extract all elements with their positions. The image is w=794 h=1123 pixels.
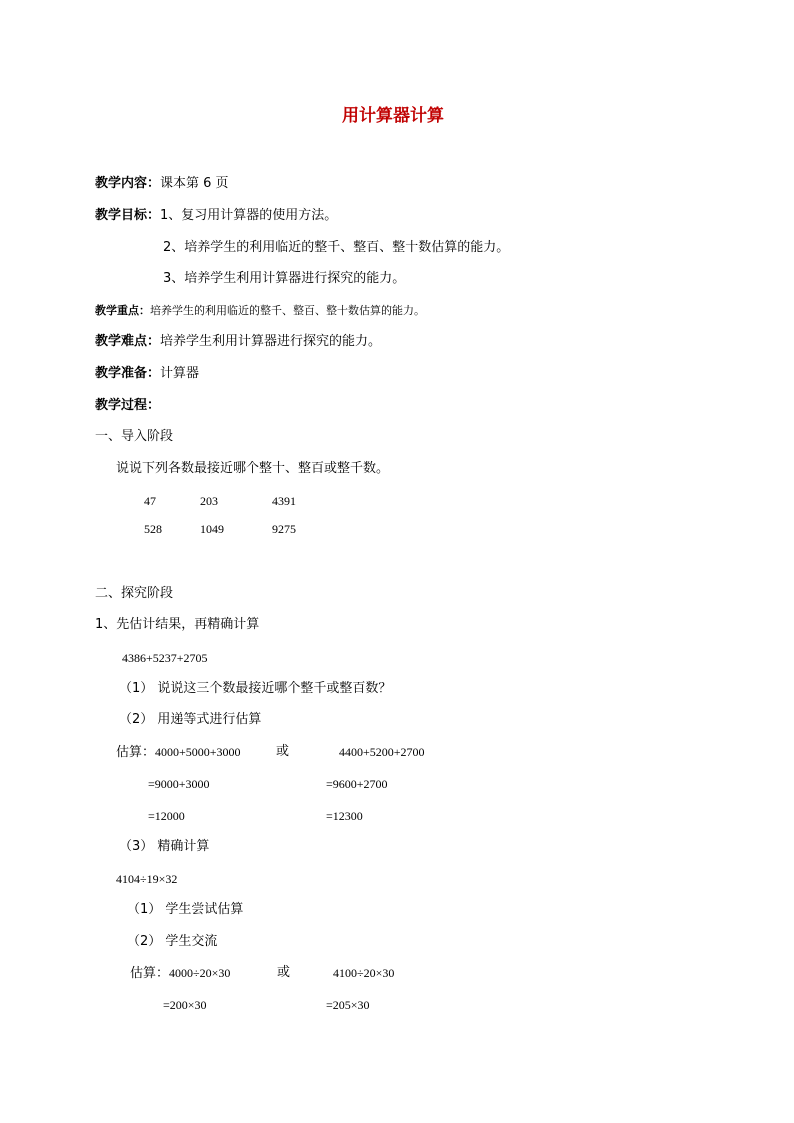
number-item: 4391 <box>272 494 296 508</box>
or-label: 或 <box>277 965 291 980</box>
preparation-label: 教学准备： <box>95 366 161 381</box>
item1-question-1: （1） 说说这三个数最接近哪个整千或整百数？ <box>119 681 392 696</box>
item1-expression: 4386+5237+2705 <box>122 651 208 665</box>
section1-prompt: 说说下列各数最接近哪个整十、整百或整千数。 <box>116 461 390 476</box>
page-title: 用计算器计算 <box>342 106 444 126</box>
estimate-label: 估算： <box>116 745 156 760</box>
item2-expression: 4104÷19×32 <box>116 872 178 886</box>
item1-heading: 1、先估计结果，再精确计算 <box>95 617 260 632</box>
estimate-b-step-2: =205×30 <box>326 998 370 1012</box>
estimate-a-step-2: =200×30 <box>163 998 207 1012</box>
estimate-a-step-2: =9000+3000 <box>148 777 210 791</box>
item1-question-3: （3） 精确计算 <box>119 839 210 854</box>
or-label: 或 <box>276 744 290 759</box>
number-item: 9275 <box>272 522 296 536</box>
key-point-line <box>95 303 425 319</box>
estimate-a-step-3: =12000 <box>148 809 185 823</box>
content-label: 教学内容： <box>95 176 161 191</box>
preparation-text: 计算器 <box>160 366 200 381</box>
item2-question-2: （2） 学生交流 <box>127 934 218 949</box>
goal-item-3: 3、培养学生利用计算器进行探究的能力。 <box>163 271 406 286</box>
section2-heading: 二、探究阶段 <box>95 586 174 601</box>
key-point-label: 教学重点： <box>95 304 150 317</box>
goals-label: 教学目标： <box>95 208 161 223</box>
goals-line <box>95 208 337 224</box>
content-line <box>95 176 229 192</box>
estimate-a-step-1: 4000÷20×30 <box>169 966 231 980</box>
goal-item-1: 1、复习用计算器的使用方法。 <box>160 208 338 223</box>
preparation-line <box>95 366 199 382</box>
item2-question-1: （1） 学生尝试估算 <box>127 902 244 917</box>
key-point-text: 培养学生的利用临近的整千、整百、整十数估算的能力。 <box>150 304 425 317</box>
difficulty-label: 教学难点： <box>95 334 161 349</box>
estimate-b-step-3: =12300 <box>326 809 363 823</box>
difficulty-text: 培养学生利用计算器进行探究的能力。 <box>160 334 382 349</box>
number-item: 1049 <box>200 522 224 536</box>
process-label: 教学过程： <box>95 398 161 413</box>
estimate-b-step-1: 4100÷20×30 <box>333 966 395 980</box>
number-item: 47 <box>144 494 156 508</box>
difficulty-line <box>95 334 381 350</box>
section1-heading: 一、导入阶段 <box>95 429 174 444</box>
item2-estimate-line <box>130 965 230 982</box>
estimate-label: 估算： <box>130 966 170 981</box>
estimate-a-step-1: 4000+5000+3000 <box>155 745 241 759</box>
content-text: 课本第 6 页 <box>160 176 229 191</box>
number-item: 528 <box>144 522 162 536</box>
item1-question-2: （2） 用递等式进行估算 <box>119 712 262 727</box>
estimate-b-step-1: 4400+5200+2700 <box>339 745 425 759</box>
number-item: 203 <box>200 494 218 508</box>
estimate-b-step-2: =9600+2700 <box>326 777 388 791</box>
item1-estimate-line <box>116 744 241 761</box>
goal-item-2: 2、培养学生的利用临近的整千、整百、整十数估算的能力。 <box>163 240 510 255</box>
